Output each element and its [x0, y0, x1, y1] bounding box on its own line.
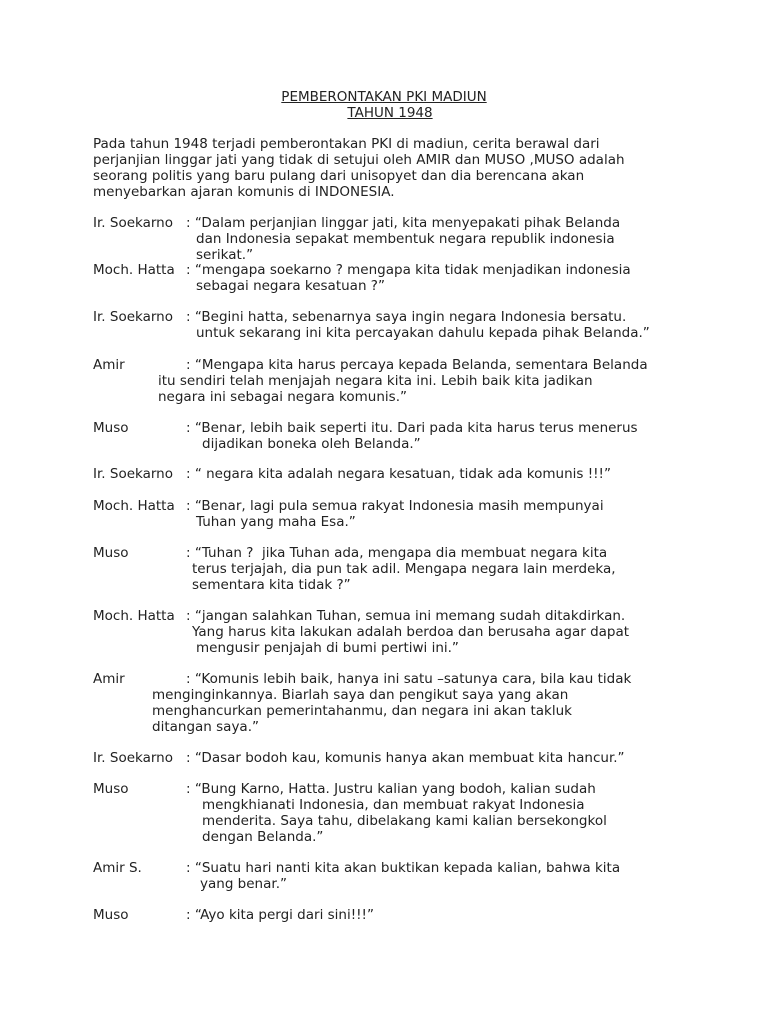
- speaker-name: Ir. Soekarno: [93, 309, 173, 325]
- dialogue-line: sebagai negara kesatuan ?”: [196, 278, 385, 294]
- dialogue-line: menghancurkan pemerintahanmu, dan negara ini akan takluk: [152, 703, 572, 719]
- speaker-name: Amir S.: [93, 860, 142, 876]
- dialogue-line: Tuhan yang maha Esa.”: [196, 514, 356, 530]
- document-title: PEMBERONTAKAN PKI MADIUN: [281, 89, 487, 105]
- dialogue-line: : “Begini hatta, sebenarnya saya ingin negara Indonesia bersatu.: [186, 309, 627, 325]
- dialogue-line: : “jangan salahkan Tuhan, semua ini memang sudah ditakdirkan.: [186, 608, 626, 624]
- dialogue-line: : “Benar, lagi pula semua rakyat Indonesia masih mempunyai: [186, 498, 604, 514]
- dialogue-line: dan Indonesia sepakat membentuk negara republik indonesia: [196, 231, 615, 247]
- dialogue-line: yang benar.”: [200, 876, 287, 892]
- speaker-name: Amir: [93, 357, 125, 373]
- dialogue-line: itu sendiri telah menjajah negara kita ini. Lebih baik kita jadikan: [158, 373, 593, 389]
- dialogue-line: dijadikan boneka oleh Belanda.”: [202, 436, 421, 452]
- dialogue-line: untuk sekarang ini kita percayakan dahulu kepada pihak Belanda.”: [196, 325, 650, 341]
- dialogue-line: : “mengapa soekarno ? mengapa kita tidak menjadikan indonesia: [186, 262, 631, 278]
- intro-line: perjanjian linggar jati yang tidak di setujui oleh AMIR dan MUSO ,MUSO adalah: [93, 152, 625, 168]
- dialogue-line: : “ negara kita adalah negara kesatuan, tidak ada komunis !!!”: [186, 466, 611, 482]
- dialogue-line: Yang harus kita lakukan adalah berdoa dan berusaha agar dapat: [192, 624, 630, 640]
- intro-line: Pada tahun 1948 terjadi pemberontakan PKI di madiun, cerita berawal dari: [93, 136, 600, 152]
- dialogue-line: dengan Belanda.”: [202, 829, 324, 845]
- speaker-name: Moch. Hatta: [93, 608, 175, 624]
- speaker-name: Ir. Soekarno: [93, 750, 173, 766]
- speaker-name: Muso: [93, 907, 129, 923]
- speaker-name: Ir. Soekarno: [93, 466, 173, 482]
- speaker-name: Muso: [93, 781, 129, 797]
- dialogue-line: : “Dasar bodoh kau, komunis hanya akan membuat kita hancur.”: [186, 750, 625, 766]
- dialogue-line: : “Bung Karno, Hatta. Justru kalian yang bodoh, kalian sudah: [186, 781, 596, 797]
- speaker-name: Moch. Hatta: [93, 262, 175, 278]
- dialogue-line: sementara kita tidak ?”: [192, 577, 351, 593]
- dialogue-line: terus terjajah, dia pun tak adil. Mengapa negara lain merdeka,: [192, 561, 616, 577]
- dialogue-line: mengusir penjajah di bumi pertiwi ini.”: [196, 640, 459, 656]
- speaker-name: Ir. Soekarno: [93, 215, 173, 231]
- dialogue-line: mengkhianati Indonesia, dan membuat rakyat Indonesia: [202, 797, 585, 813]
- dialogue-line: menginginkannya. Biarlah saya dan pengikut saya yang akan: [152, 687, 569, 703]
- dialogue-line: menderita. Saya tahu, dibelakang kami kalian bersekongkol: [202, 813, 607, 829]
- dialogue-line: : “Benar, lebih baik seperti itu. Dari pada kita harus terus menerus: [186, 420, 638, 436]
- intro-line: menyebarkan ajaran komunis di INDONESIA.: [93, 184, 395, 200]
- speaker-name: Muso: [93, 545, 129, 561]
- dialogue-line: negara ini sebagai negara komunis.”: [158, 389, 407, 405]
- speaker-name: Moch. Hatta: [93, 498, 175, 514]
- dialogue-line: ditangan saya.”: [152, 719, 259, 735]
- intro-line: seorang politis yang baru pulang dari unisopyet dan dia berencana akan: [93, 168, 585, 184]
- speaker-name: Muso: [93, 420, 129, 436]
- dialogue-line: : “Ayo kita pergi dari sini!!!”: [186, 907, 374, 923]
- dialogue-line: serikat.”: [196, 247, 254, 263]
- dialogue-line: : “Tuhan ? jika Tuhan ada, mengapa dia membuat negara kita: [186, 545, 608, 561]
- dialogue-line: : “Komunis lebih baik, hanya ini satu –satunya cara, bila kau tidak: [186, 671, 632, 687]
- document-subtitle: TAHUN 1948: [347, 105, 433, 121]
- dialogue-line: : “Mengapa kita harus percaya kepada Belanda, sementara Belanda: [186, 357, 648, 373]
- dialogue-line: : “Suatu hari nanti kita akan buktikan kepada kalian, bahwa kita: [186, 860, 621, 876]
- dialogue-line: : “Dalam perjanjian linggar jati, kita menyepakati pihak Belanda: [186, 215, 621, 231]
- speaker-name: Amir: [93, 671, 125, 687]
